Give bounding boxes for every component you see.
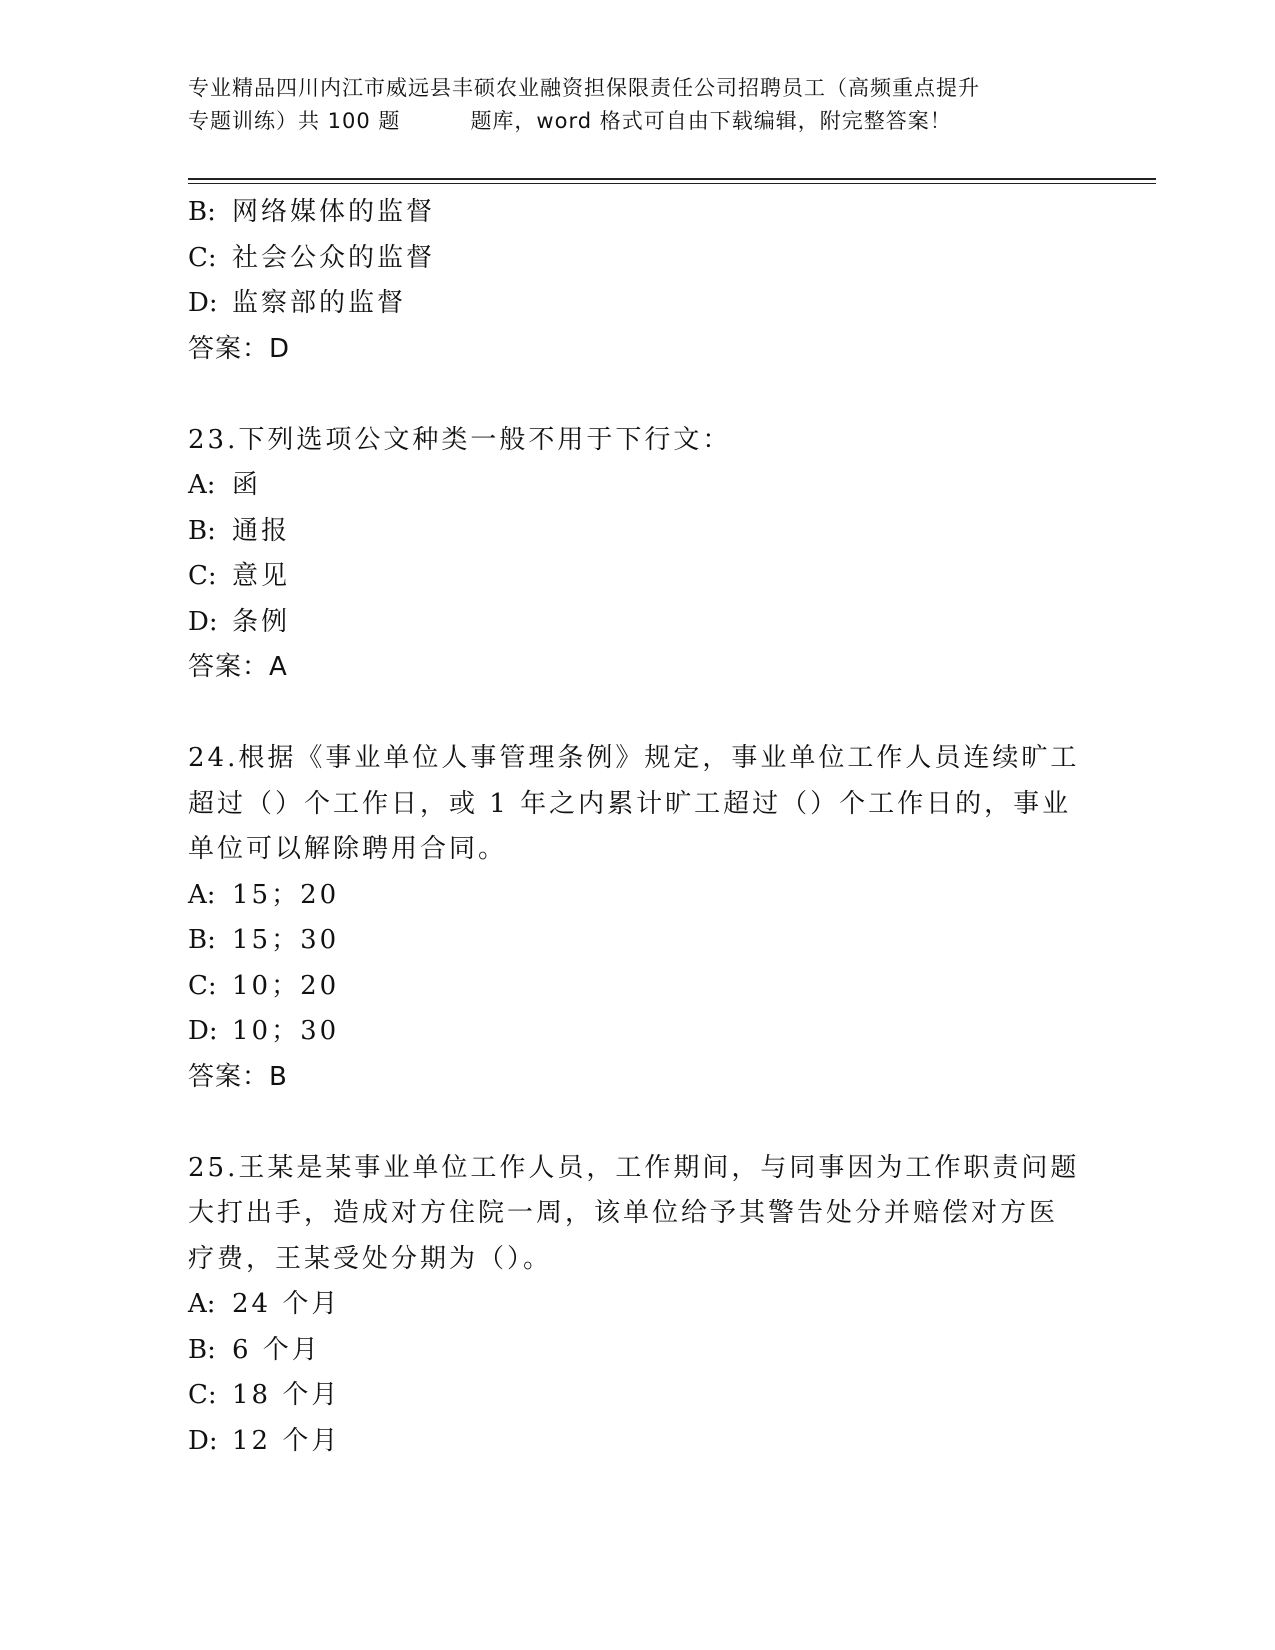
question-22	[188, 190, 1088, 372]
option-a	[188, 873, 1088, 919]
option-label: C:	[188, 561, 217, 591]
option-d	[188, 281, 1088, 327]
question-text-line-1: 25.王某是某事业单位工作人员，工作期间，与同事因为工作职责问题	[188, 1152, 1080, 1183]
option-label: D:	[188, 288, 218, 318]
header-divider-thick	[188, 178, 1156, 180]
header-line-2-part-1: 专题训练）共 100 题	[188, 109, 401, 133]
option-label: A:	[188, 1289, 216, 1319]
question-25	[188, 1146, 1088, 1465]
option-label: D:	[188, 1425, 218, 1456]
answer: 答案：B	[188, 1061, 288, 1092]
header-divider-thin	[188, 183, 1156, 184]
question-23	[188, 418, 1088, 691]
option-a	[188, 463, 1088, 509]
option-text: 通报	[232, 515, 291, 546]
question-text-line-2: 大打出手，造成对方住院一周，该单位给予其警告处分并赔偿对方医	[188, 1198, 1059, 1228]
option-b	[188, 190, 1088, 236]
option-a	[188, 1282, 1088, 1328]
option-text: 条例	[232, 606, 291, 637]
option-label: A:	[188, 470, 216, 500]
option-text: 10；30	[232, 1016, 340, 1046]
option-c	[188, 554, 1088, 600]
document-header	[188, 72, 1088, 138]
option-b	[188, 918, 1088, 964]
answer: 答案：A	[188, 652, 288, 682]
option-b	[188, 509, 1088, 555]
question-text-line-3: 疗费，王某受处分期为（）。	[188, 1243, 553, 1274]
option-text: 24 个月	[232, 1289, 341, 1319]
option-text: 网络媒体的监督	[232, 197, 436, 227]
option-c	[188, 236, 1088, 282]
option-label: C:	[188, 1380, 217, 1410]
option-label: C:	[188, 970, 217, 1001]
option-label: B:	[188, 515, 216, 546]
header-line-1: 专业精品四川内江市威远县丰硕农业融资担保限责任公司招聘员工（高频重点提升	[188, 76, 980, 100]
option-text: 函	[232, 470, 262, 500]
option-text: 6 个月	[232, 1334, 321, 1365]
option-text: 15；20	[232, 879, 340, 910]
option-text: 12 个月	[232, 1425, 341, 1456]
option-text: 意见	[232, 561, 291, 591]
header-line-2	[188, 105, 1088, 138]
question-text: 23.下列选项公文种类一般不用于下行文：	[188, 424, 732, 455]
option-text: 10；20	[232, 970, 340, 1001]
question-text-line-1: 24.根据《事业单位人事管理条例》规定，事业单位工作人员连续旷工	[188, 743, 1080, 773]
option-b	[188, 1328, 1088, 1374]
question-text-line-3: 单位可以解除聘用合同。	[188, 834, 508, 864]
option-c	[188, 964, 1088, 1010]
option-label: C:	[188, 242, 217, 273]
question-24	[188, 736, 1088, 1100]
option-text: 18 个月	[232, 1380, 341, 1410]
header-line-2-part-2: 题库，word 格式可自由下载编辑，附完整答案！	[470, 109, 952, 133]
option-label: B:	[188, 1334, 216, 1365]
option-c	[188, 1373, 1088, 1419]
option-label: B:	[188, 925, 216, 955]
option-label: A:	[188, 879, 216, 910]
option-d	[188, 1419, 1088, 1465]
option-text: 15；30	[232, 925, 340, 955]
question-text-line-2: 超过（）个工作日，或 1 年之内累计旷工超过（）个工作日的，事业	[188, 788, 1072, 819]
answer: 答案：D	[188, 333, 291, 364]
question-list	[188, 190, 1088, 1464]
option-text: 社会公众的监督	[232, 242, 436, 273]
option-d	[188, 1009, 1088, 1055]
option-label: D:	[188, 1016, 218, 1046]
option-label: D:	[188, 606, 218, 637]
option-text: 监察部的监督	[232, 288, 407, 318]
option-d	[188, 600, 1088, 646]
option-label: B:	[188, 197, 216, 227]
